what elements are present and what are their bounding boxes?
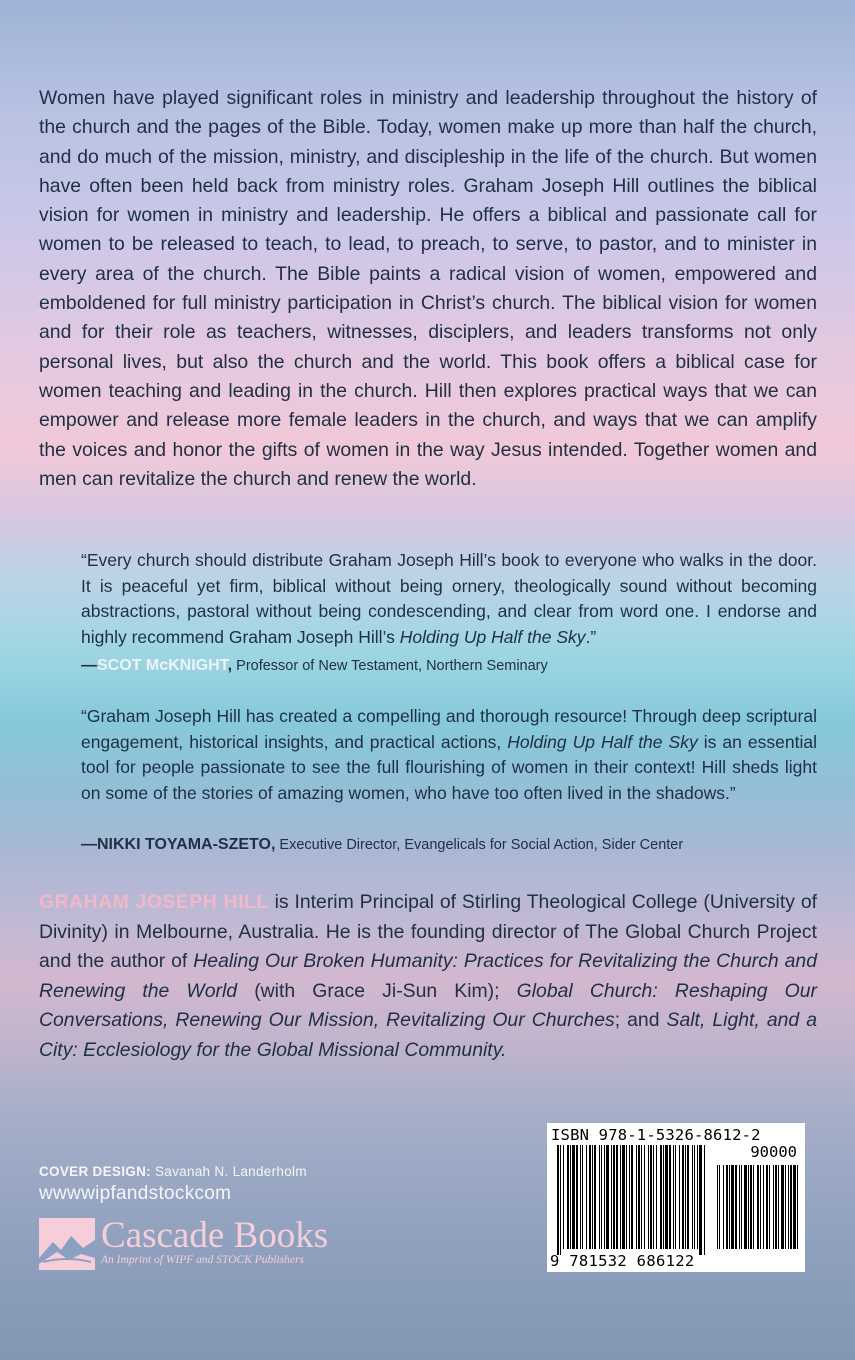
barcode-bar (699, 1145, 702, 1255)
barcode-addon-bar (781, 1165, 784, 1249)
barcode-bar (580, 1145, 581, 1249)
endorsement-2-book-title: Holding Up Half the Sky (507, 731, 698, 752)
barcode-addon-bar (748, 1165, 749, 1249)
barcode-bar (592, 1145, 593, 1249)
barcode-bar (644, 1145, 645, 1249)
barcode-bar (563, 1145, 564, 1249)
barcode-bar (697, 1145, 698, 1249)
barcode-addon-bar (773, 1165, 774, 1249)
attribution-dash: — (81, 657, 97, 674)
barcode-bar (626, 1145, 627, 1249)
barcode-bar (589, 1145, 591, 1249)
cover-design-credit (39, 1164, 307, 1179)
bio-text-3: ; and (614, 1009, 667, 1031)
barcode-bar (675, 1145, 676, 1249)
cover-design-label: COVER DESIGN: (39, 1164, 151, 1179)
barcode-addon-bar (719, 1165, 720, 1249)
bio-book-3: Salt, Light, and a City: Ecclesiology for the Global Missional Community. (39, 1009, 818, 1061)
barcode-bar (673, 1145, 674, 1249)
barcode-bar (629, 1145, 630, 1249)
barcode-bar (656, 1145, 657, 1249)
barcode-bar (638, 1145, 640, 1249)
endorser-1-name: SCOT McKNIGHT (97, 657, 228, 674)
barcode-bar (606, 1145, 609, 1249)
price-code: 90000 (750, 1143, 797, 1161)
isbn-barcode (547, 1123, 805, 1272)
endorsement-quote-1 (81, 548, 817, 650)
bio-book-2: Global Church: Reshaping Our Conversations, Renewing Our Mission, Revitalizing Our Churches (39, 979, 817, 1031)
barcode-bar (570, 1145, 571, 1249)
publisher-imprint: An Imprint of WIPF and STOCK Publishers (101, 1254, 304, 1266)
barcode-bar (576, 1145, 578, 1249)
barcode-addon-bar (741, 1165, 742, 1249)
barcode-addon-bar (726, 1165, 728, 1249)
attribution-comma: , (227, 657, 233, 674)
attribution-dash: — (81, 836, 97, 853)
barcode-addon-bar (778, 1165, 779, 1249)
endorsement-1-text-end: .” (585, 626, 597, 647)
barcode-addon-bar (723, 1165, 724, 1249)
barcode-addon-bar (763, 1165, 764, 1249)
barcode-addon-bar (735, 1165, 737, 1249)
barcode-bar (669, 1145, 671, 1249)
endorsement-quote-2 (81, 704, 817, 806)
barcode-addon-bar (790, 1165, 792, 1249)
barcode-bar (653, 1145, 654, 1249)
barcode-bar (660, 1145, 662, 1249)
barcode-addon-bar (793, 1165, 796, 1249)
author-name: GRAHAM JOSEPH HILL (39, 891, 269, 913)
endorsement-2-attribution (81, 836, 683, 854)
isbn-number: ISBN 978-1-5326-8612-2 (551, 1126, 761, 1144)
endorsement-2-text-end: is an essential tool for people passionate to see the full flourishing of women in their context! Hill sheds light on some of the stories of amazing women, who have too often lived in the shadows.” (81, 731, 817, 803)
bio-text-1: is Interim Principal of Stirling Theological College (University of Divinity) in Melbourne, Australia. He is the founding director of The Global Church Project and the author of (39, 891, 817, 972)
barcode-bar (601, 1145, 602, 1249)
barcode-addon-bar (750, 1165, 752, 1249)
barcode-bar (557, 1145, 559, 1255)
barcode-addon-bar (739, 1165, 740, 1249)
bio-text-2: (with Grace Ji-Sun Kim); (237, 979, 517, 1002)
bio-book-1: Healing Our Broken Humanity: Practices for Revitalizing the Church and Renewing the World (39, 950, 817, 1002)
barcode-addon-bar (797, 1165, 798, 1249)
endorsement-1-text: “Every church should distribute Graham Joseph Hill’s book to everyone who walks in the door. It is peaceful yet firm, biblical without being ornery, theologically sound without becoming abstractions, pastoral without being condescending, and clear from word one. I endorse and highly recommend Graham Joseph Hill’s (81, 550, 817, 647)
barcode-addon-bar (769, 1165, 770, 1249)
publisher-logo (39, 1216, 359, 1272)
endorsement-1-book-title: Holding Up Half the Sky (399, 626, 586, 647)
barcode-addon-bar (731, 1165, 734, 1249)
mountain-logo-icon (39, 1218, 95, 1270)
barcode-addon-bar (788, 1165, 789, 1249)
endorsement-1-attribution (81, 657, 548, 675)
barcode-bar (631, 1145, 633, 1249)
barcode-bar (650, 1145, 652, 1249)
endorser-2-role: Executive Director, Evangelicals for Social Action, Sider Center (275, 837, 684, 853)
endorser-1-role: Professor of New Testament, Northern Seminary (232, 658, 548, 674)
barcode-addon-bar (753, 1165, 754, 1249)
barcode-bar (582, 1145, 583, 1249)
barcode-addon-bar (766, 1165, 768, 1249)
cover-designer-name: Savanah N. Landerholm (150, 1164, 307, 1179)
barcode-bar (665, 1145, 668, 1249)
endorser-2-name: NIKKI TOYAMA-SZETO (97, 836, 271, 853)
barcode-addon-bar (775, 1165, 777, 1249)
author-bio (39, 888, 817, 1065)
attribution-comma: , (270, 836, 276, 853)
barcode-bar (586, 1145, 587, 1249)
barcode-addon-bar (729, 1165, 730, 1249)
book-description: Women have played significant roles in ministry and leadership throughout the history of the church and the pages of the Bible. Today, women make up more than half the church, and do much of the mission, ministry, and discipleship in the life of the church. But women have often been held back from ministry roles. Graham Joseph Hill outlines the biblical vision for women in ministry and leadership. He offers a biblical and passionate call for women to be released to teach, to lead, to preach, to serve, to pastor, and to minister in every area of the church. The Bible paints a radical vision of women, empowered and emboldened for full ministry participation in Christ’s church. The biblical vision for women and for their role as teachers, witnesses, disciplers, and leaders transforms not only personal lives, but also the church and the world. This book offers a biblical case for women teaching and leading in the church. Hill then explores practical ways that we can empower and release more female leaders in the church, and ways that we can amplify the voices and honor the gifts of women in the way Jesus intended. Together women and men can revitalize the church and renew the world. (39, 87, 817, 490)
barcode-bar (692, 1145, 693, 1249)
barcode-addon-bar (717, 1165, 718, 1249)
barcode-bar (704, 1145, 705, 1255)
barcode-bar (572, 1145, 575, 1249)
barcode-bar (687, 1145, 689, 1249)
barcode-bar (694, 1145, 695, 1249)
barcode-digits: 9 781532 686122 (550, 1252, 695, 1270)
credits-block (39, 1164, 307, 1205)
barcode-bar (599, 1145, 600, 1249)
barcode-bar (648, 1145, 649, 1249)
barcode-bar (594, 1145, 596, 1249)
barcode-bar (611, 1145, 612, 1249)
barcode-addon-bar (757, 1165, 759, 1249)
barcode-addon-bar (785, 1165, 786, 1249)
barcode-bar (616, 1145, 618, 1249)
barcode-bar (560, 1145, 561, 1255)
barcode-bar (620, 1145, 621, 1249)
barcode-bar (685, 1145, 686, 1249)
barcode-bar (679, 1145, 680, 1249)
barcode-bar (641, 1145, 642, 1249)
barcode-bar (636, 1145, 637, 1249)
barcode-addon-bar (744, 1165, 747, 1249)
publisher-name: Cascade Books (101, 1215, 329, 1256)
barcode-bar (613, 1145, 615, 1249)
publisher-website: wwwwipfandstockcom (39, 1183, 232, 1204)
barcode-bar (622, 1145, 625, 1249)
barcode-bar (663, 1145, 664, 1249)
barcode-bar (567, 1145, 569, 1249)
barcode-addon-bar (760, 1165, 761, 1249)
barcode-bar (682, 1145, 684, 1249)
barcode-bar (604, 1145, 605, 1249)
endorsement-2-text: “Graham Joseph Hill has created a compelling and thorough resource! Through deep scriptural engagement, historical insights, and practical actions, (81, 706, 817, 752)
